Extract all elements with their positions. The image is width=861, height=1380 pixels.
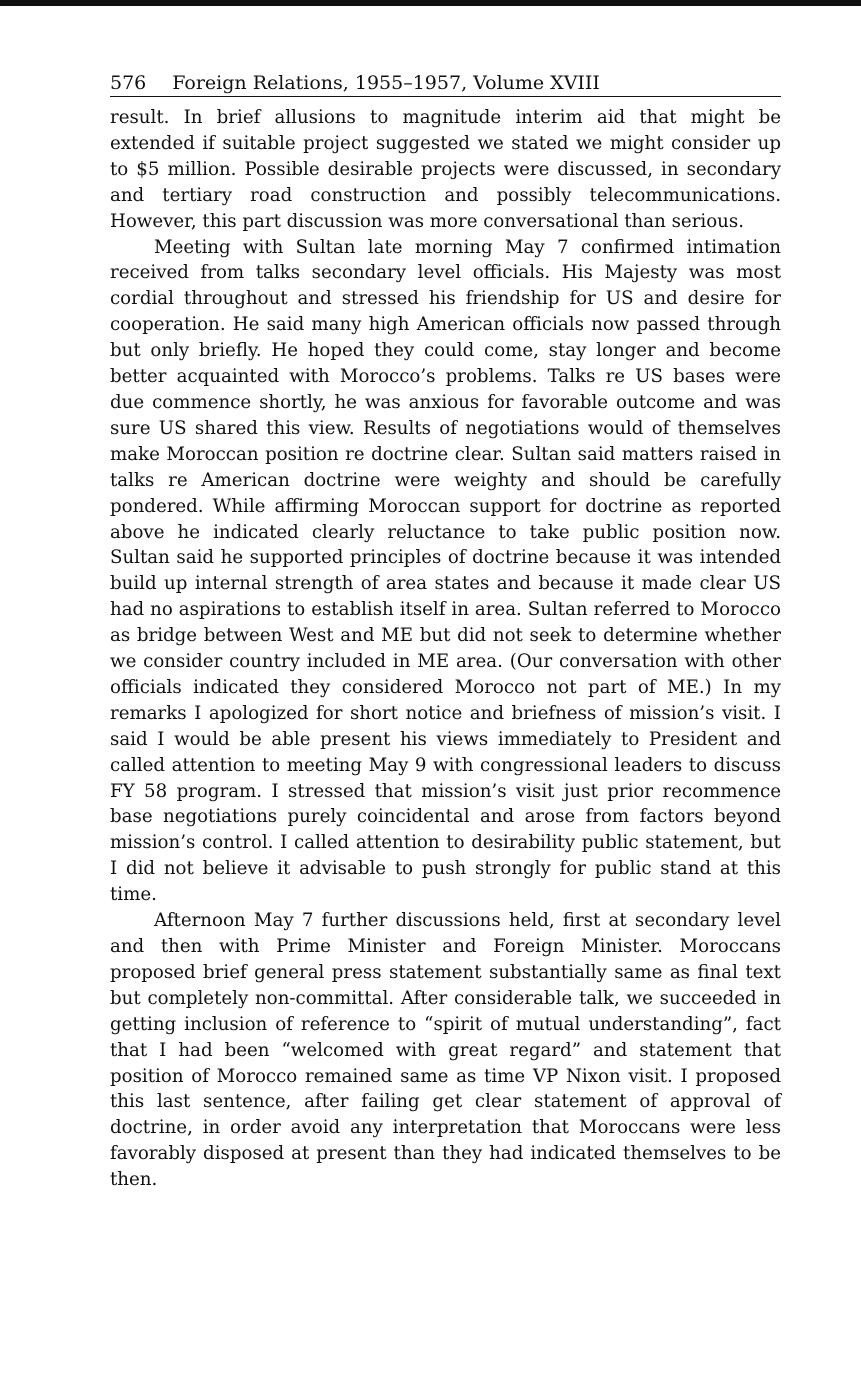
document-page (110, 70, 781, 1193)
running-header (110, 70, 781, 97)
paragraph-sultan-meeting: Meeting with Sultan late morning May 7 confirmed intimation received from talks secondary level officials. His Majesty was most cordial throughout and stressed his friendship for US and desire for cooperation. He said many high American officials now passed through but only briefly. He hoped they could come, stay longer and become better acquainted with Morocco’s problems. Talks re US bases were due commence shortly, he was anxious for favorable outcome and was sure US shared this view. Results of negotiations would of themselves make Moroccan position re doctrine clear. Sultan said matters raised in talks re American doctrine were weighty and should be carefully pondered. While affirming Moroccan support for doctrine as reported above he indicated clearly reluctance to take public position now. Sultan said he supported principles of doctrine because it was intended build up internal strength of area states and because it made clear US had no aspirations to establish itself in area. Sultan referred to Morocco as bridge between West and ME but did not seek to determine whether we consider country included in ME area. (Our conversation with other officials indicated they considered Morocco not part of ME.) In my remarks I apologized for short notice and briefness of mission’s visit. I said I would be able present his views immediately to President and called attention to meeting May 9 with congressional leaders to discuss FY 58 program. I stressed that mission’s visit just prior recommence base negotiations purely coincidental and arose from factors beyond mission’s control. I called attention to desirability public statement, but I did not believe it advisable to push strongly for public stand at this time. (110, 236, 781, 906)
paragraph-continued: result. In brief allusions to magnitude interim aid that might be extended if suitable project suggested we stated we might consider up to $5 million. Possible desirable projects were discussed, in secondary and tertiary road construction and possibly telecommunications. However, this part discussion was more conversational than serious. (110, 107, 781, 232)
body-text (110, 105, 781, 1193)
page-number: 576 (110, 72, 147, 94)
paragraph-afternoon-discussions: Afternoon May 7 further discussions held, first at secondary level and then with Prime Minister and Foreign Minister. Moroccans proposed brief general press statement substantially same as final text but completely non-committal. After considerable talk, we succeeded in getting inclusion of reference to “spirit of mutual understanding”, fact that I had been “welcomed with great regard” and statement that position of Morocco remained same as time VP Nixon visit. I proposed this last sentence, after failing get clear statement of approval of doctrine, in order avoid any interpretation that Moroccans were less favorably disposed at present than they had indicated themselves to be then. (110, 910, 781, 1191)
running-title: Foreign Relations, 1955–1957, Volume XVIII (172, 72, 600, 94)
page-top-edge (0, 0, 861, 6)
